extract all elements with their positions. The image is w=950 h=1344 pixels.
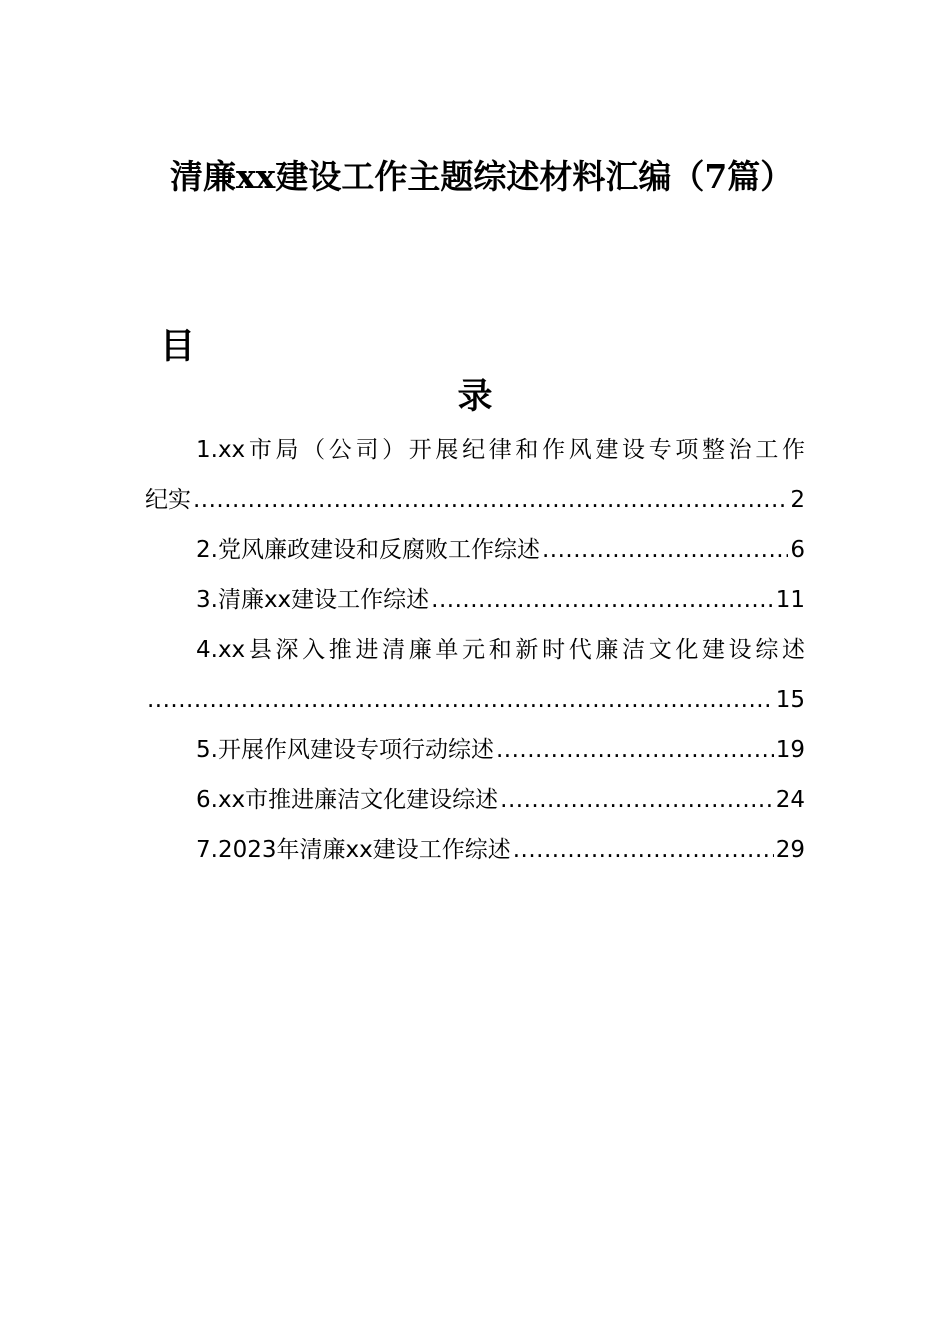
toc-entry-title: 7.2023年清廉xx建设工作综述 xyxy=(196,837,511,863)
toc-leader-dots xyxy=(542,525,788,575)
toc-entry-title: 2.党风廉政建设和反腐败工作综述 xyxy=(196,537,540,563)
toc-leader-dots xyxy=(193,475,788,525)
toc-page-number: 2 xyxy=(790,487,805,513)
toc-page-number: 15 xyxy=(775,687,805,713)
toc-entry-6[interactable] xyxy=(145,775,805,825)
toc-entry-2[interactable] xyxy=(145,525,805,575)
toc-leader-dots xyxy=(147,675,774,725)
toc-entry-title: 6.xx市推进廉洁文化建设综述 xyxy=(196,787,499,813)
toc-entry-5[interactable] xyxy=(145,725,805,775)
toc-leader-dots xyxy=(513,825,774,875)
toc-leader-dots xyxy=(496,725,774,775)
toc-entry-title: 1.xx市局（公司）开展纪律和作风建设专项整治工作 xyxy=(196,437,805,463)
toc-leader-dots xyxy=(500,775,774,825)
toc-page-number: 29 xyxy=(775,837,805,863)
toc-entry-title: 4.xx县深入推进清廉单元和新时代廉洁文化建设综述 xyxy=(196,637,805,663)
toc-entry-1[interactable] xyxy=(145,425,805,525)
table-of-contents xyxy=(145,425,805,875)
toc-entry-title-continued: 纪实 xyxy=(145,487,191,513)
toc-page-number: 6 xyxy=(790,537,805,563)
toc-page-number: 19 xyxy=(775,737,805,763)
toc-entry-title: 3.清廉xx建设工作综述 xyxy=(196,587,430,613)
document-title: 清廉xx建设工作主题综述材料汇编（7篇） xyxy=(170,157,794,196)
toc-heading-part2: 录 xyxy=(457,376,493,417)
toc-entry-4[interactable] xyxy=(145,625,805,725)
toc-heading-part1: 目 xyxy=(160,326,196,367)
toc-page-number: 24 xyxy=(775,787,805,813)
toc-leader-dots xyxy=(431,575,774,625)
toc-entry-title: 5.开展作风建设专项行动综述 xyxy=(196,737,494,763)
toc-page-number: 11 xyxy=(775,587,805,613)
toc-entry-7[interactable] xyxy=(145,825,805,875)
toc-entry-3[interactable] xyxy=(145,575,805,625)
